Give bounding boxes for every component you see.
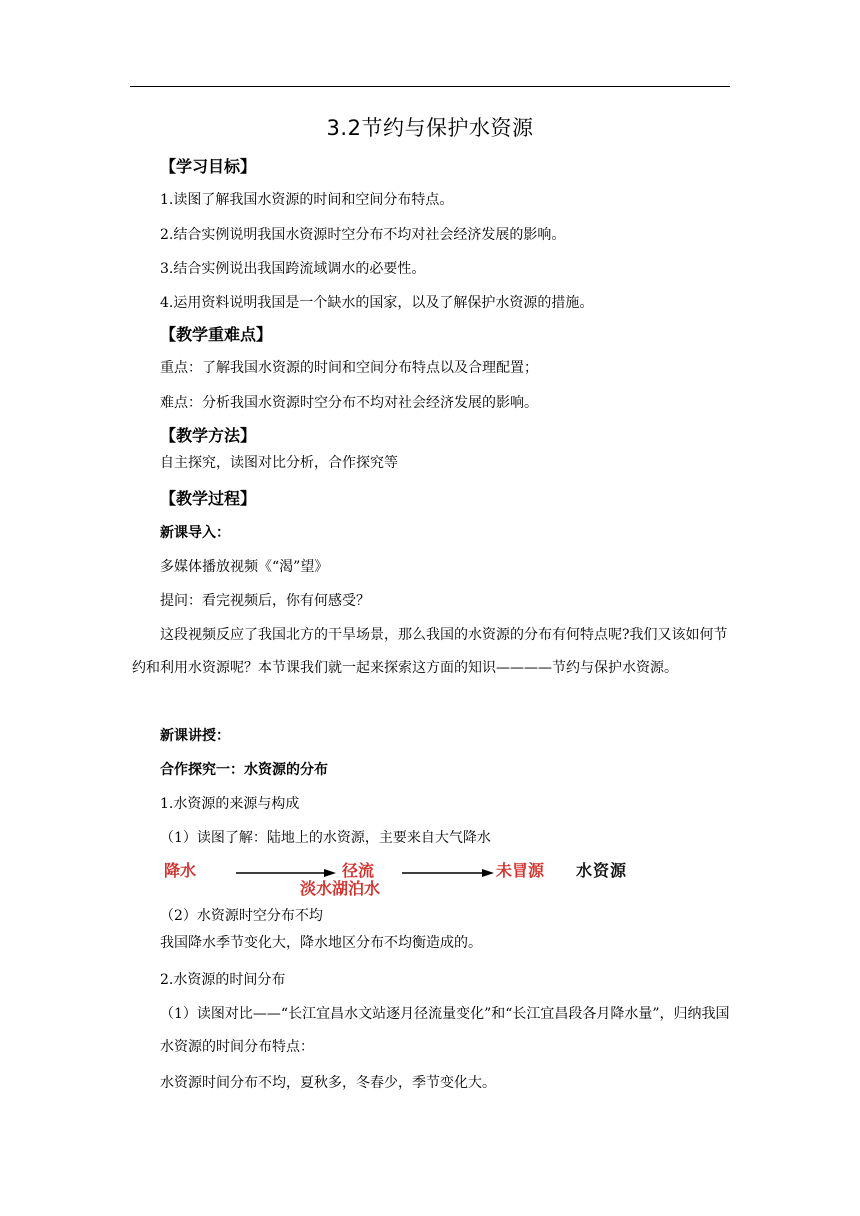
intro-paragraph: 这段视频反应了我国北方的干旱场景，那么我国的水资源的分布有何特点呢?我们又该如何节约和利用水资源呢？本节课我们就一起来探索这方面的知识————节约与保护水资源。 [132,627,728,676]
page-title: 3.2节约与保护水资源 [326,116,534,140]
diagram-node-runoff: 径流 [342,861,375,880]
keypoints-heading: 【教学重难点】 [160,325,273,344]
goal-item-4: 4.运用资料说明我国是一个缺水的国家，以及了解保护水资源的措施。 [160,295,594,311]
intro-line-1: 多媒体播放视频《“渴”望》 [160,559,329,575]
diagram-node-overlay: 未冒源 [496,861,545,880]
sub2-item1-paragraph: （1）读图对比——“长江宜昌水文站逐月径流量变化”和“长江宜昌段各月降水量”，归纳我国水资源的时间分布特点： [160,1006,730,1055]
methods-heading: 【教学方法】 [160,426,257,445]
process-heading: 【教学过程】 [160,489,257,508]
intro-label: 新课导入： [160,525,230,541]
diagram-node-water-resource: 水资源 [576,861,628,880]
diagram-node-precipitation: 降水 [164,861,197,880]
methods-text: 自主探究，读图对比分析，合作探究等 [160,455,398,471]
arrow-head-2 [482,869,494,877]
water-source-flow-diagram [164,858,684,900]
sub2-answer: 水资源时间分布不均，夏秋多，冬春少，季节变化大。 [160,1075,496,1091]
goal-item-3: 3.结合实例说出我国跨流域调水的必要性。 [160,261,426,277]
sub1-item1: （1）读图了解：陆地上的水资源，主要来自大气降水 [160,830,491,846]
diagram-node-lake-water: 淡水湖泊水 [300,879,381,898]
inquiry-label: 合作探究一：水资源的分布 [160,762,328,778]
keypoint-item-2: 难点：分析我国水资源时空分布不均对社会经济发展的影响。 [160,395,538,411]
goals-heading: 【学习目标】 [160,157,257,176]
sub1-item2-text: 我国降水季节变化大，降水地区分布不均衡造成的。 [160,935,482,951]
keypoint-item-1: 重点：了解我国水资源的时间和空间分布特点以及合理配置； [160,360,538,376]
sub1-item2: （2）水资源时空分布不均 [160,908,323,924]
sub1-title: 1.水资源的来源与构成 [160,796,300,812]
header-rule [130,86,730,87]
intro-line-2: 提问：看完视频后，你有何感受？ [160,593,370,609]
sub2-title: 2.水资源的时间分布 [160,972,286,988]
lecture-label: 新课讲授： [160,728,230,744]
arrow-head-1 [324,869,336,877]
goal-item-2: 2.结合实例说明我国水资源时空分布不均对社会经济发展的影响。 [160,227,566,243]
goal-item-1: 1.读图了解我国水资源的时间和空间分布特点。 [160,192,454,208]
